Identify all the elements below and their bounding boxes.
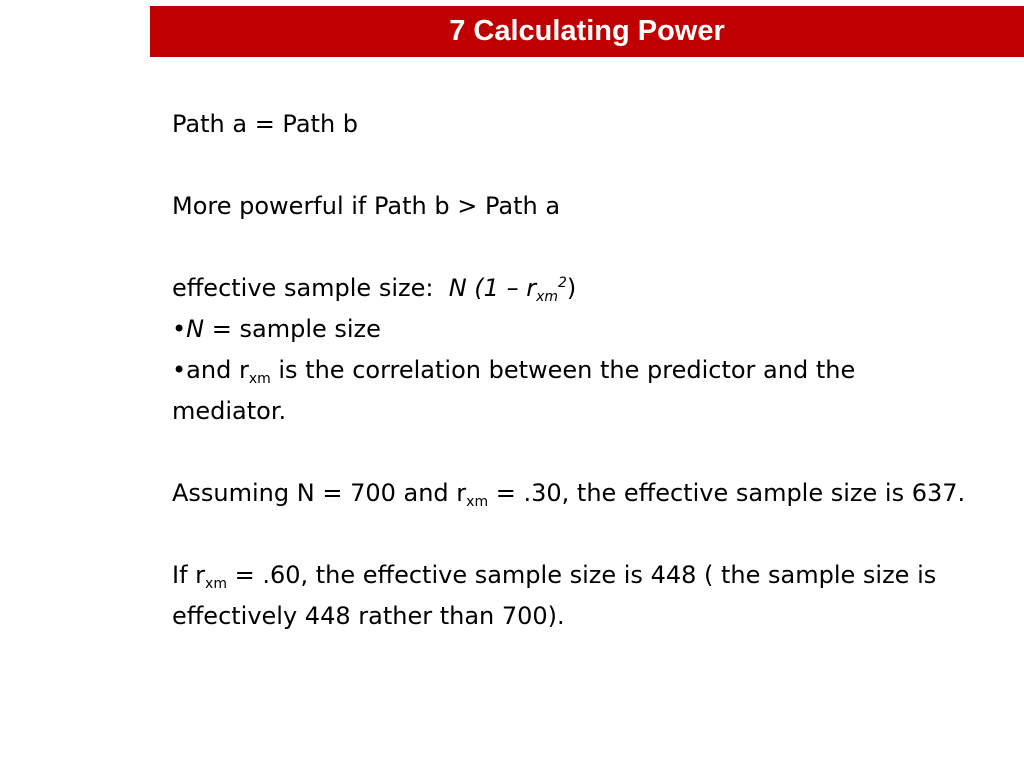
assuming-text: = .30, the effective sample size is 637. xyxy=(488,479,966,507)
path-equality-line xyxy=(172,104,972,145)
bullet-marker: • xyxy=(172,356,187,384)
bullet-variable: N = xyxy=(186,315,232,343)
formula-suffix: ) xyxy=(566,274,577,302)
assuming-paragraph xyxy=(172,473,972,514)
bullet-text: sample size xyxy=(231,315,381,343)
if-subscript: xm xyxy=(205,576,227,592)
bullet-prefix: and r xyxy=(186,356,249,384)
spacer xyxy=(172,227,972,268)
assuming-prefix: Assuming N = 700 and r xyxy=(172,479,467,507)
bullet-subscript: xm xyxy=(248,371,271,387)
power-text: More powerful if Path b > Path a xyxy=(172,192,561,220)
bullet-text: is the correlation between the predictor and the mediator. xyxy=(172,356,856,425)
bullet-marker: • xyxy=(172,315,187,343)
effective-label: effective sample size: xyxy=(172,274,434,302)
effective-formula xyxy=(448,274,567,305)
assuming-subscript: xm xyxy=(466,494,489,510)
if-text: = .60, the effective sample size is 448 ( the sample size is effectively 448 rather than 700). xyxy=(172,561,937,630)
spacer xyxy=(172,514,972,555)
formula-superscript: 2 xyxy=(558,275,567,291)
bullet-rxm-definition xyxy=(172,350,972,432)
spacer xyxy=(172,145,972,186)
effective-sample-size-line xyxy=(172,268,972,309)
path-equality-text: Path a = Path b xyxy=(172,110,359,138)
slide-title: 7 Calculating Power xyxy=(449,15,725,47)
formula-prefix: N (1 – r xyxy=(448,274,537,302)
spacer xyxy=(172,432,972,473)
if-prefix: If r xyxy=(172,561,206,589)
slide-body xyxy=(172,104,972,637)
formula-subscript: xm xyxy=(536,289,558,305)
if-paragraph xyxy=(172,555,972,637)
bullet-n-definition xyxy=(172,309,972,350)
power-line xyxy=(172,186,972,227)
title-bar xyxy=(150,6,1024,57)
